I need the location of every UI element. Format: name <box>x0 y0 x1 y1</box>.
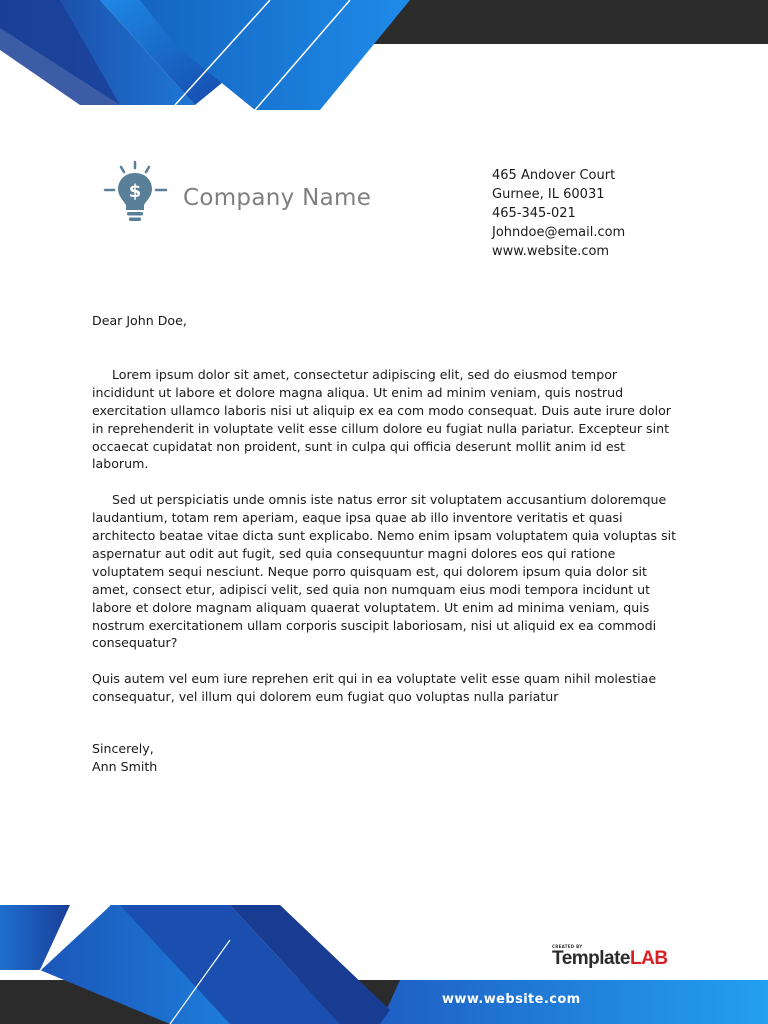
paragraph-3: Quis autem vel eum iure reprehen erit qui in ea voluptate velit esse quam nihil molestiae consequatur, vel illum qui dolorem eum fugiat quo voluptas nulla pariatur <box>92 671 657 705</box>
company-name: Company Name <box>183 185 372 211</box>
signature: Ann Smith <box>92 759 158 774</box>
contact-phone: 465-345-021 <box>492 206 576 221</box>
letter-body <box>92 312 682 776</box>
contact-website[interactable]: www.website.com <box>492 244 610 259</box>
contact-city: Gurnee, IL 60031 <box>492 187 605 202</box>
brand-name: TemplateLAB <box>552 948 668 969</box>
paragraph-1: Lorem ipsum dolor sit amet, consectetur adipiscing elit, sed do eiusmod tempor incididunt ut labore et dolore magna aliqua. Ut enim ad minim veniam, quis nostrud exercitation ullamco laboris nisi ut aliquip ex ea com modo consequat. Duis aute irure dolor in reprehenderit in voluptate velit esse cillum dolore eu fugiat nulla pariatur. Excepteur sint occaecat cupidatat non proident, sunt in culpa qui officia deserunt mollit anim id est laborum. <box>92 366 671 472</box>
svg-text:$: $ <box>128 181 142 202</box>
contact-email[interactable]: Johndoe@email.com <box>492 225 626 240</box>
lightbulb-dollar-icon <box>102 160 172 226</box>
brand-created-by: CREATED BY <box>552 944 583 949</box>
templatelab-logo <box>552 944 682 970</box>
footer-website[interactable]: www.website.com <box>442 992 581 1007</box>
paragraph-2: Sed ut perspiciatis unde omnis iste natus error sit voluptatem accusantium doloremque laudantium, totam rem aperiam, eaque ipsa quae ab illo inventore veritatis et quasi architecto beatae vitae dicta sunt explicabo. Nemo enim ipsam voluptatem quia voluptas sit aspernatur aut odit aut fugit, sed quia consequuntur magni dolores eos qui ratione voluptatem sequi nesciunt. Neque porro quisquam est, qui dolorem ipsum quia dolor sit amet, consect etur, adipisci velit, sed quia non numquam eius modi tempora incidunt ut labore et dolore magnam aliquam quaerat voluptatem. Ut enim ad minima veniam, quis nostrum exercitationem ullam corporis suscipit laboriosam, nisi ut aliquid ex ea commodi consequatur? <box>92 492 677 651</box>
contact-block <box>492 166 625 261</box>
closing: Sincerely, <box>92 741 154 757</box>
salutation: Dear John Doe, <box>92 313 187 328</box>
header-decoration <box>0 0 768 140</box>
contact-address: 465 Andover Court <box>492 168 616 183</box>
